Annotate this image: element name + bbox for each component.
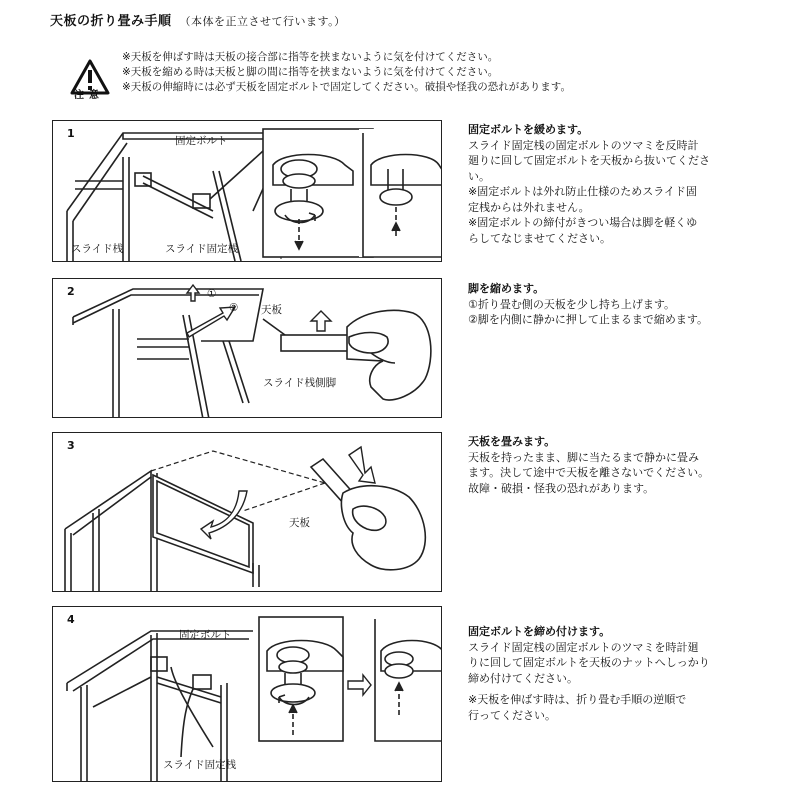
step-heading: 固定ボルトを締め付けます。	[468, 625, 611, 638]
step-line: い。	[468, 169, 490, 183]
step-1-number: 1	[67, 127, 75, 140]
slide-side-leg-label: スライド桟側脚	[263, 377, 337, 389]
step-3-illustration	[52, 432, 442, 592]
step-line: りに回して固定ボルトを天板のナットへしっかり	[468, 656, 710, 669]
step-line: 天板を持ったまま、脚に当たるまで静かに畳み	[468, 450, 699, 464]
caution-note: ※天板を縮める時は天板と脚の間に指等を挟まないように気を付けてください。	[122, 66, 499, 78]
bolt-label: 固定ボルト	[179, 629, 232, 641]
step-line: ※固定ボルトは外れ防止仕様のためスライド固	[468, 185, 697, 198]
title-text: 天板の折り畳み手順	[50, 14, 172, 29]
caution-notes	[122, 50, 571, 95]
tabletop-label: 天板	[289, 517, 310, 529]
step-4-illustration	[52, 606, 442, 782]
step-4-number: 4	[67, 613, 75, 626]
step-line: ます。決して途中で天板を離さないでください。	[468, 466, 710, 479]
caution-note: ※天板を伸ばす時は天板の接合部に指等を挟まないように気を付けてください。	[122, 51, 499, 63]
step-heading: 脚を縮めます。	[468, 282, 545, 295]
step-3-number: 3	[67, 439, 75, 452]
step-note: ※天板を伸ばす時は、折り畳む手順の逆順で	[468, 693, 687, 706]
tabletop-label: 天板	[261, 304, 282, 316]
step-line: らしてなじませてください。	[468, 231, 611, 245]
step-heading: 天板を畳みます。	[468, 435, 556, 448]
step-line: 定桟からは外れません。	[468, 200, 590, 214]
slide-rail-label: スライド桟	[71, 243, 124, 255]
step-4-instructions	[468, 624, 758, 723]
caution-note: ※天板の伸縮時には必ず天板を固定ボルトで固定してください。破損や怪我の恐れがあります。	[122, 81, 571, 93]
slide-fixed-rail-label: スライド固定桟	[163, 759, 237, 771]
step-line: ②脚を内側に静かに押して止まるまで縮めます。	[468, 313, 708, 326]
bolt-label: 固定ボルト	[175, 135, 228, 147]
step-3-drawing	[53, 433, 442, 592]
step-line: 締め付けてください。	[468, 671, 578, 685]
step-4-drawing	[53, 607, 442, 782]
step-1-instructions	[468, 122, 758, 246]
step-2-instructions	[468, 281, 758, 328]
step-line: スライド固定桟の固定ボルトのツマミを時計廻	[468, 640, 699, 654]
step-line: 廻りに回して固定ボルトを天板から抜いてくださ	[468, 154, 710, 167]
step-line: ※固定ボルトの締付がきつい場合は脚を軽くゆ	[468, 216, 698, 229]
subtitle-text: （本体を正立させて行います。）	[179, 15, 346, 28]
step-note: 行ってください。	[468, 708, 556, 722]
push-marker: ②	[229, 302, 239, 314]
step-2-drawing	[53, 279, 442, 418]
step-3-instructions	[468, 434, 758, 496]
step-2-number: 2	[67, 285, 75, 298]
step-2-illustration	[52, 278, 442, 418]
step-line: ①折り畳む側の天板を少し持ち上げます。	[468, 297, 675, 311]
step-1-illustration	[52, 120, 442, 262]
lift-marker: ①	[207, 288, 217, 300]
step-line: 故障・破損・怪我の恐れがあります。	[468, 481, 655, 495]
slide-fixed-rail-label: スライド固定桟	[165, 243, 239, 255]
caution-label: 注意	[74, 90, 104, 101]
step-line: スライド固定桟の固定ボルトのツマミを反時計	[468, 138, 699, 152]
page-title	[50, 10, 346, 29]
step-heading: 固定ボルトを緩めます。	[468, 123, 589, 136]
